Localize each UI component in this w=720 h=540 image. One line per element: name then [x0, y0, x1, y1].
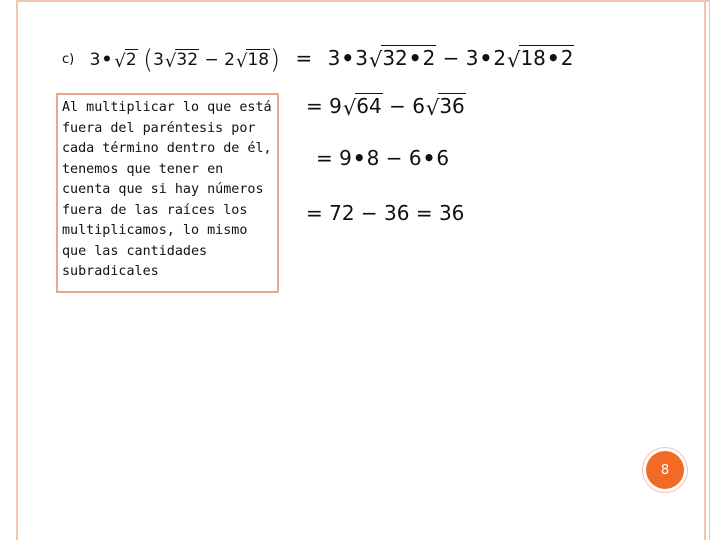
dot-operator: •	[101, 50, 113, 70]
page-number-badge: 8	[646, 451, 684, 489]
dot-operator: •	[422, 146, 436, 170]
exercise-label: c)	[62, 52, 75, 67]
right-paren: )	[270, 45, 281, 76]
radicand: 18	[247, 50, 270, 70]
equals-sign: =	[306, 94, 323, 118]
frame-left-border	[16, 0, 18, 540]
frame-right-border	[704, 0, 706, 540]
sqrt: √ 64	[342, 94, 382, 121]
coef: 8	[366, 146, 380, 170]
equation-line-2	[306, 94, 466, 121]
equals-sign: =	[295, 46, 313, 70]
radicand: 2	[125, 50, 137, 70]
left-paren: (	[143, 45, 154, 76]
coef: 2	[493, 46, 507, 70]
minus-operator: −	[442, 46, 460, 70]
coef: 6	[412, 94, 425, 118]
radicand-multiplier: 2	[422, 46, 436, 70]
dot-operator: •	[341, 46, 355, 70]
dot-operator: •	[546, 46, 560, 70]
frame-right-border-inner	[709, 0, 710, 540]
dot-operator: •	[352, 146, 366, 170]
dot-operator: •	[408, 46, 422, 70]
coef: 6	[436, 146, 450, 170]
equation-line-c	[62, 45, 574, 76]
radicand: 32	[382, 46, 408, 70]
radicand-multiplier: 2	[560, 46, 574, 70]
coef: 9	[339, 146, 352, 170]
minus-operator: −	[204, 50, 219, 70]
coef: 3	[355, 46, 368, 70]
equation-line-3	[316, 146, 449, 170]
coef: 3	[153, 50, 164, 70]
sqrt: √ 36	[425, 94, 465, 121]
coef: 3	[465, 46, 479, 70]
equals-sign: =	[316, 146, 333, 170]
radicand: 36	[439, 94, 465, 118]
sqrt: √ 32•2	[368, 46, 436, 73]
rhs-expression	[327, 46, 575, 73]
coef: 3	[89, 50, 101, 70]
coef: 2	[224, 50, 235, 70]
sqrt: √ 32	[164, 50, 199, 73]
radicand: 32	[176, 50, 199, 70]
frame-top-border	[16, 0, 709, 2]
radicand: 64	[356, 94, 382, 118]
sqrt: √ 18•2	[507, 46, 574, 73]
equation-line-4: = 72 − 36 = 36	[306, 201, 465, 225]
minus-operator: −	[389, 94, 406, 118]
sqrt: √ 18	[235, 50, 270, 73]
coef: 3	[327, 46, 341, 70]
coef: 6	[408, 146, 422, 170]
minus-operator: −	[385, 146, 403, 170]
dot-operator: •	[479, 46, 493, 70]
explanation-box: Al multiplicar lo que está fuera del paréntesis por cada término dentro de él, tenemos que tener en cuenta que si hay números fuera de las raíces los multiplicamos, lo mismo que las cantidades subradicales	[56, 93, 279, 293]
radicand: 18	[520, 46, 546, 70]
coef: 9	[329, 94, 342, 118]
sqrt: √ 2	[114, 50, 137, 73]
